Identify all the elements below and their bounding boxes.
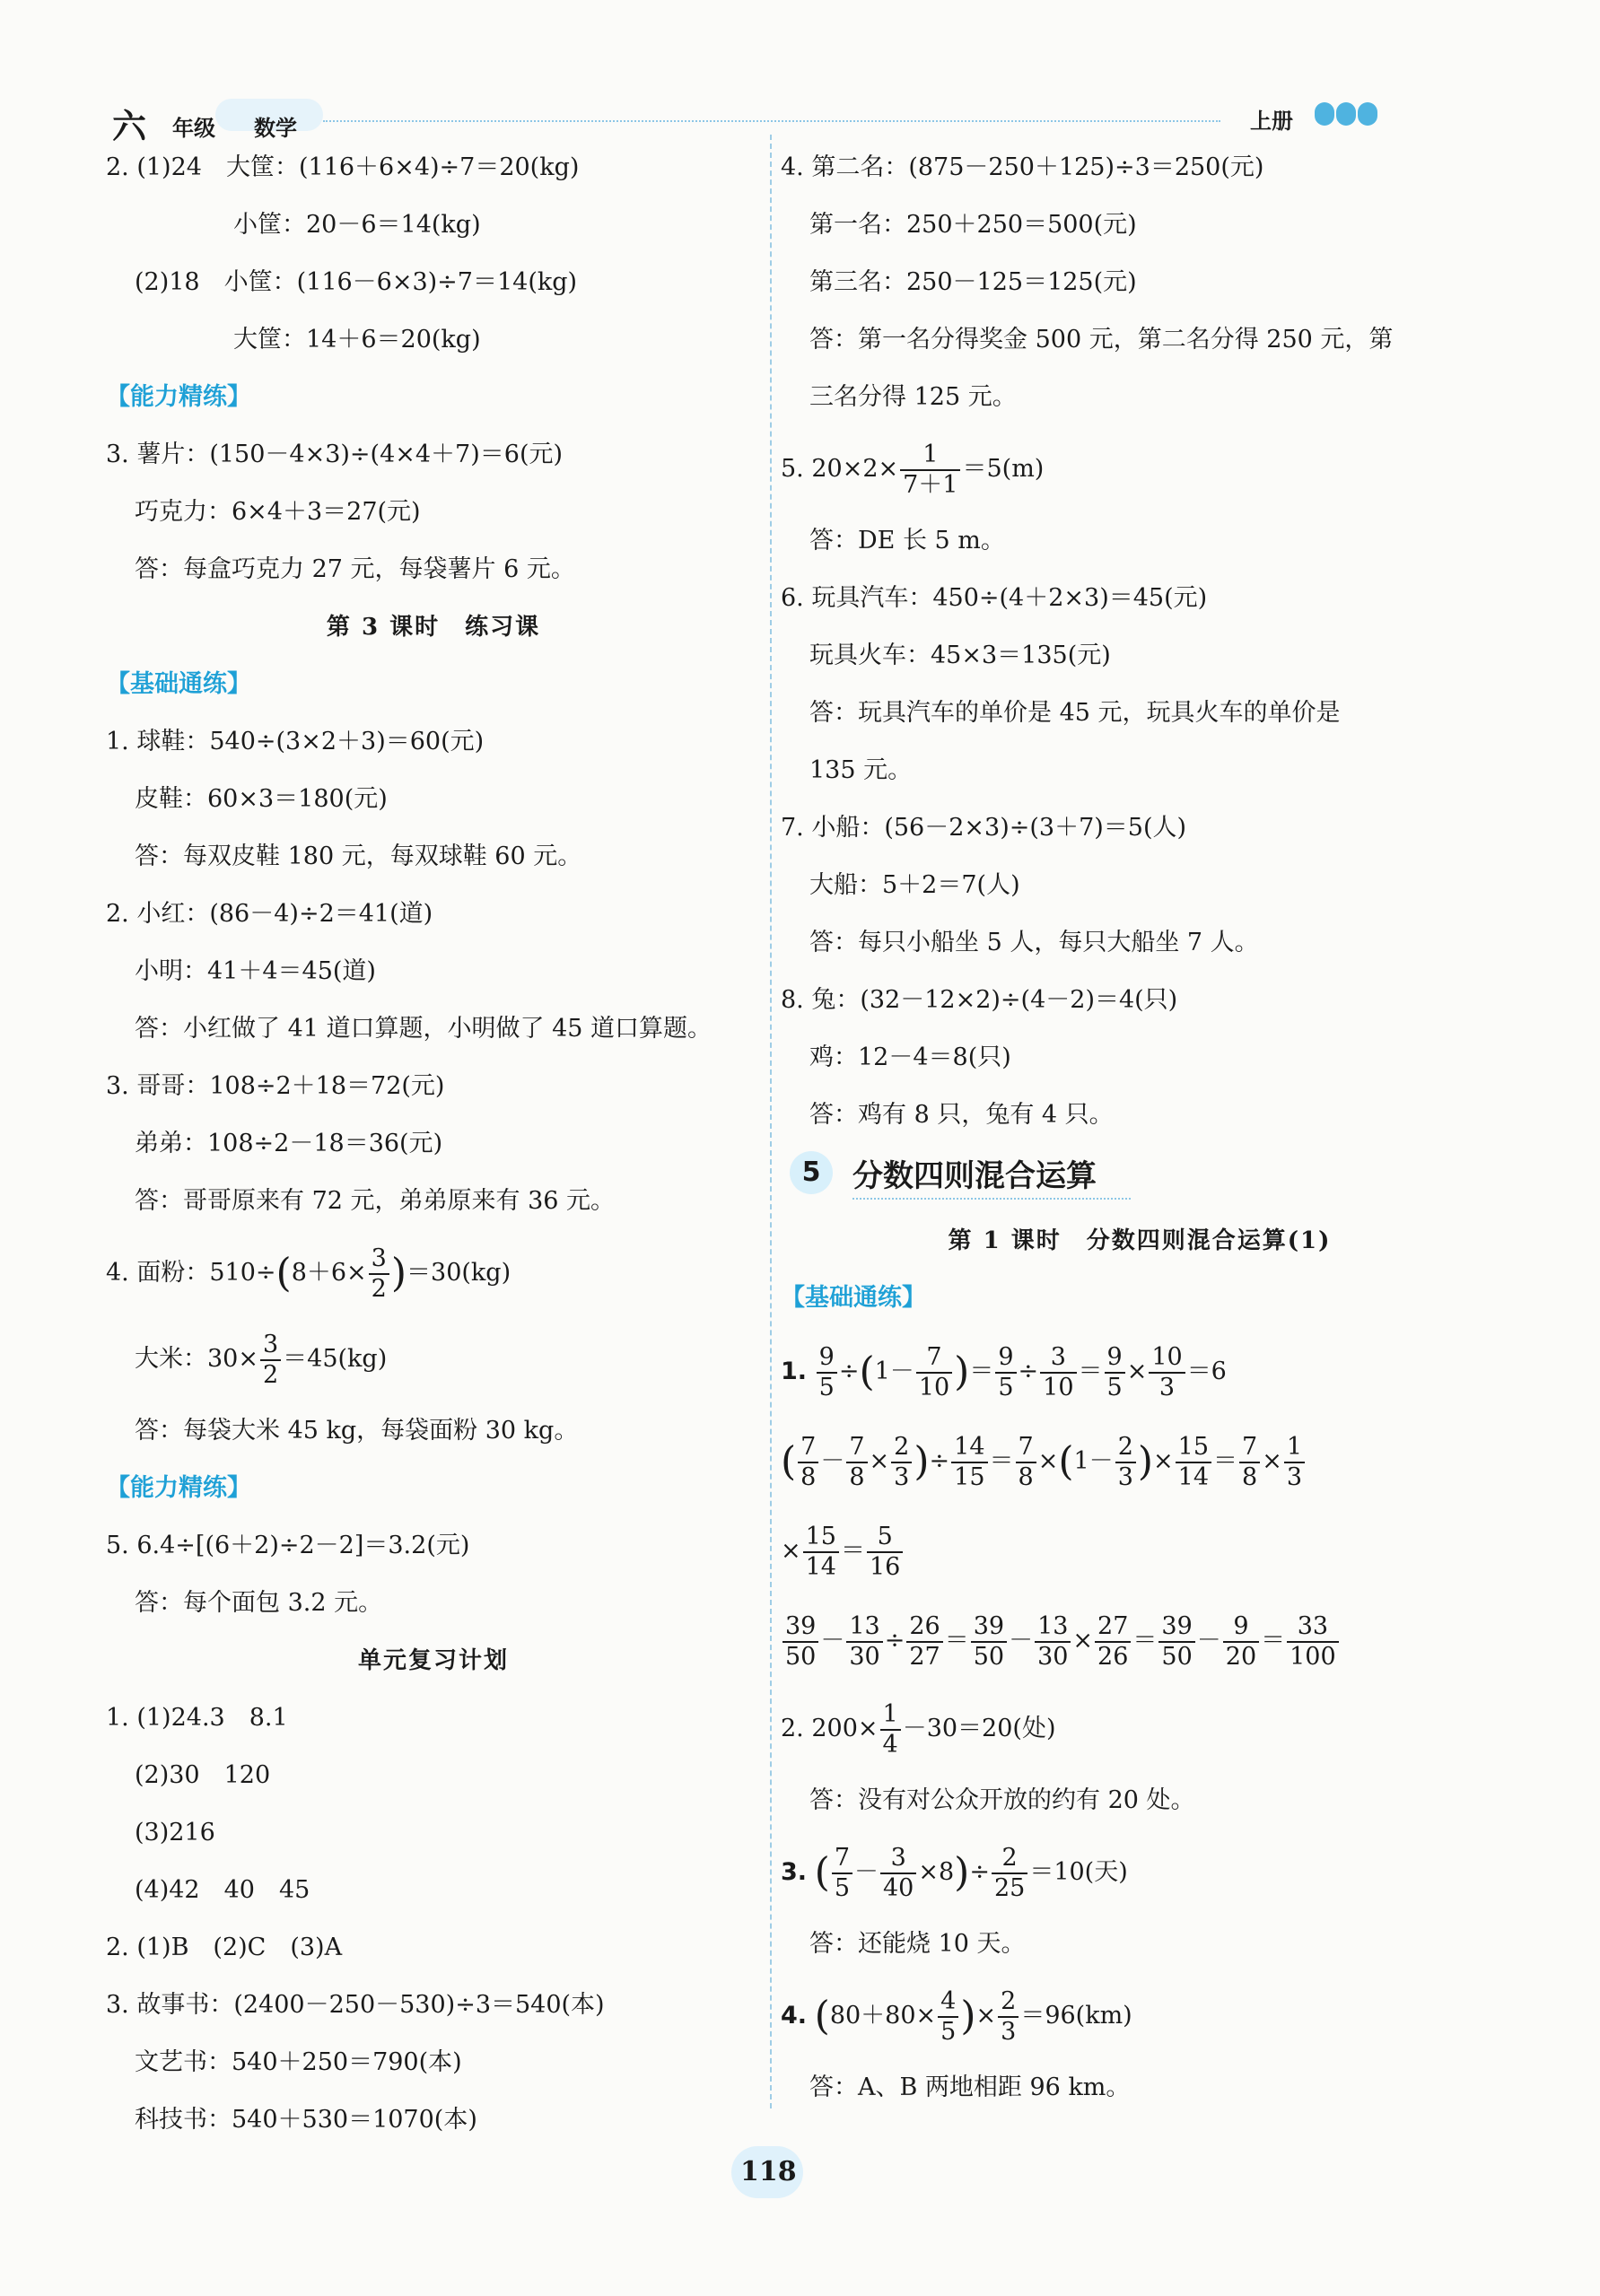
fraction: $\frac{3}{2}$ [260, 1331, 281, 1388]
page-number: 118 [740, 2156, 797, 2187]
lesson-title: 第 3 课时 练习课 [326, 614, 541, 641]
answer-line: 第三名：250－125＝125(元) [809, 268, 1137, 296]
answer-line: 答：每袋大米 45 kg，每袋面粉 30 kg。 [135, 1417, 579, 1445]
answer-line: (2)30 120 [135, 1761, 271, 1789]
grade-label: 年级 [172, 116, 215, 141]
answer-line: 6. 玩具汽车：450÷(4＋2×3)＝45(元) [781, 584, 1208, 612]
answer-line: (4)42 40 45 [135, 1876, 310, 1904]
formula-line: 4. 面粉：510÷(8＋6× $\frac{3}{2}$ )＝30(kg) [106, 1244, 511, 1303]
section-heading: 【基础通练】 [106, 670, 251, 698]
formula-line: 1. $\frac{9}{5}$ ÷(1－ $\frac{7}{10}$ )＝ $\frac{9}{5}$ ÷ $\frac{3}{10}$ ＝ $\frac{9}{5}$ × $\frac{10}{3}$ ＝6 [781, 1343, 1227, 1401]
answer-line: 鸡：12－4＝8(只) [809, 1043, 1011, 1071]
header-logo-icon [1315, 102, 1377, 126]
chapter-number: 5 [790, 1151, 833, 1194]
volume-label: 上册 [1250, 109, 1293, 134]
section-heading: 【能力精练】 [106, 383, 251, 411]
answer-line: 3. 故事书：(2400－250－530)÷3＝540(本) [106, 1991, 605, 2019]
answer-line: 135 元。 [809, 756, 913, 784]
answer-line: 答：哥哥原来有 72 元，弟弟原来有 36 元。 [135, 1187, 616, 1215]
answer-line: 大船：5＋2＝7(人) [809, 871, 1020, 899]
answer-line: 1. (1)24.3 8.1 [106, 1704, 288, 1732]
answer-line: 答：没有对公众开放的约有 20 处。 [809, 1786, 1195, 1814]
grade-number: 六 [112, 107, 147, 146]
answer-line: 三名分得 125 元。 [809, 383, 1017, 411]
answer-line: 科技书：540＋530＝1070(本) [135, 2106, 477, 2134]
answer-line: (2)18 小筐：(116－6×3)÷7＝14(kg) [135, 268, 578, 296]
answer-line: 2. (1)24 大筐：(116＋6×4)÷7＝20(kg) [106, 153, 580, 181]
answer-line: 答：玩具汽车的单价是 45 元，玩具火车的单价是 [809, 699, 1341, 727]
answer-line: 答：小红做了 41 道口算题，小明做了 45 道口算题。 [135, 1015, 713, 1043]
page-header [0, 0, 1600, 153]
formula-line: 5. 20×2× $\frac{1}{7+1}$ ＝5(m) [781, 441, 1045, 499]
formula-line: 大米：30× $\frac{3}{2}$ ＝45(kg) [135, 1331, 388, 1389]
answer-line: 小明：41＋4＝45(道) [135, 957, 376, 985]
fraction: $\frac{1}{7+1}$ [900, 441, 960, 498]
answer-line: 2. 小红：(86－4)÷2＝41(道) [106, 900, 433, 928]
right-column [781, 139, 1499, 2117]
answer-line: 3. 薯片：(150－4×3)÷(4×4＋7)＝6(元) [106, 441, 564, 468]
answer-line: 答：DE 长 5 m。 [809, 527, 1005, 554]
subject-label: 数学 [254, 116, 297, 141]
chapter-heading [781, 1144, 1499, 1212]
chapter-title: 分数四则混合运算 [852, 1158, 1097, 1194]
answer-line: 答：每只小船坐 5 人，每只大船坐 7 人。 [809, 929, 1259, 956]
answer-line: 8. 兔：(32－12×2)÷(4－2)＝4(只) [781, 986, 1178, 1014]
answer-line: 3. 哥哥：108÷2＋18＝72(元) [106, 1072, 445, 1100]
answer-line: 第一名：250＋250＝500(元) [809, 211, 1137, 239]
left-column [106, 139, 761, 2149]
answer-line: 巧克力：6×4＋3＝27(元) [135, 498, 421, 526]
answer-line: 答：A、B 两地相距 96 km。 [809, 2073, 1131, 2101]
formula-line: $\frac{39}{50}$ － $\frac{13}{30}$ ÷ $\frac{26}{27}$ ＝ $\frac{39}{50}$ － $\frac{13}{30}$ × $\frac{27}{26}$ ＝ $\frac{39}{50}$ － $\frac{9}{20}$ ＝ $\frac{33}{100}$ [781, 1596, 1499, 1686]
section-heading: 【基础通练】 [781, 1284, 926, 1312]
lesson-title: 第 1 课时 分数四则混合运算(1) [948, 1227, 1332, 1254]
header-divider [323, 120, 1220, 122]
answer-line: 小筐：20－6＝14(kg) [233, 211, 481, 239]
answer-line: 5. 6.4÷[(6＋2)÷2－2]＝3.2(元) [106, 1532, 470, 1559]
answer-line: 答：还能烧 10 天。 [809, 1930, 1026, 1958]
answer-line: 答：每双皮鞋 180 元，每双球鞋 60 元。 [135, 842, 582, 870]
answer-line: 答：每盒巧克力 27 元，每袋薯片 6 元。 [135, 555, 575, 583]
answer-line: 弟弟：108÷2－18＝36(元) [135, 1130, 443, 1157]
column-divider [770, 135, 772, 2108]
answer-line: 1. 球鞋：540÷(3×2＋3)＝60(元) [106, 728, 485, 755]
chapter-underline [852, 1198, 1131, 1200]
formula-line: 4. (80＋80× $\frac{4}{5}$ )× $\frac{2}{3}$ ＝96(km) [781, 1987, 1132, 2046]
section-heading: 【能力精练】 [106, 1474, 251, 1502]
answer-line: 皮鞋：60×3＝180(元) [135, 785, 388, 813]
answer-line: 2. (1)B (2)C (3)A [106, 1934, 343, 1961]
answer-line: 文艺书：540＋250＝790(本) [135, 2048, 462, 2076]
review-title: 单元复习计划 [357, 1647, 509, 1674]
answer-line: 大筐：14＋6＝20(kg) [233, 326, 481, 354]
answer-line: 7. 小船：(56－2×3)÷(3＋7)＝5(人) [781, 814, 1187, 842]
formula-line: ( $\frac{7}{8}$ － $\frac{7}{8}$ × $\frac{2}{3}$ )÷ $\frac{14}{15}$ ＝ $\frac{7}{8}$ ×(1－ $\frac{2}{3}$ )× $\frac{15}{14}$ ＝ $\frac{7}{8}$ × $\frac{1}{3}$ [781, 1417, 1499, 1506]
answer-line: 答：每个面包 3.2 元。 [135, 1589, 383, 1617]
fraction: $\frac{3}{2}$ [369, 1244, 389, 1302]
answer-line: 玩具火车：45×3＝135(元) [809, 642, 1111, 669]
answer-line: (3)216 [135, 1819, 215, 1846]
formula-line: 3. ( $\frac{7}{5}$ － $\frac{3}{40}$ ×8)÷ $\frac{2}{25}$ ＝10(天) [781, 1844, 1128, 1902]
answer-line: 答：鸡有 8 只，兔有 4 只。 [809, 1101, 1114, 1129]
answer-line: 答：第一名分得奖金 500 元，第二名分得 250 元，第 [809, 326, 1394, 354]
formula-line: × $\frac{15}{14}$ ＝ $\frac{5}{16}$ [781, 1506, 1499, 1596]
formula-line: 2. 200× $\frac{1}{4}$ －30＝20(处) [781, 1700, 1056, 1759]
answer-line: 4. 第二名：(875－250＋125)÷3＝250(元) [781, 153, 1264, 181]
